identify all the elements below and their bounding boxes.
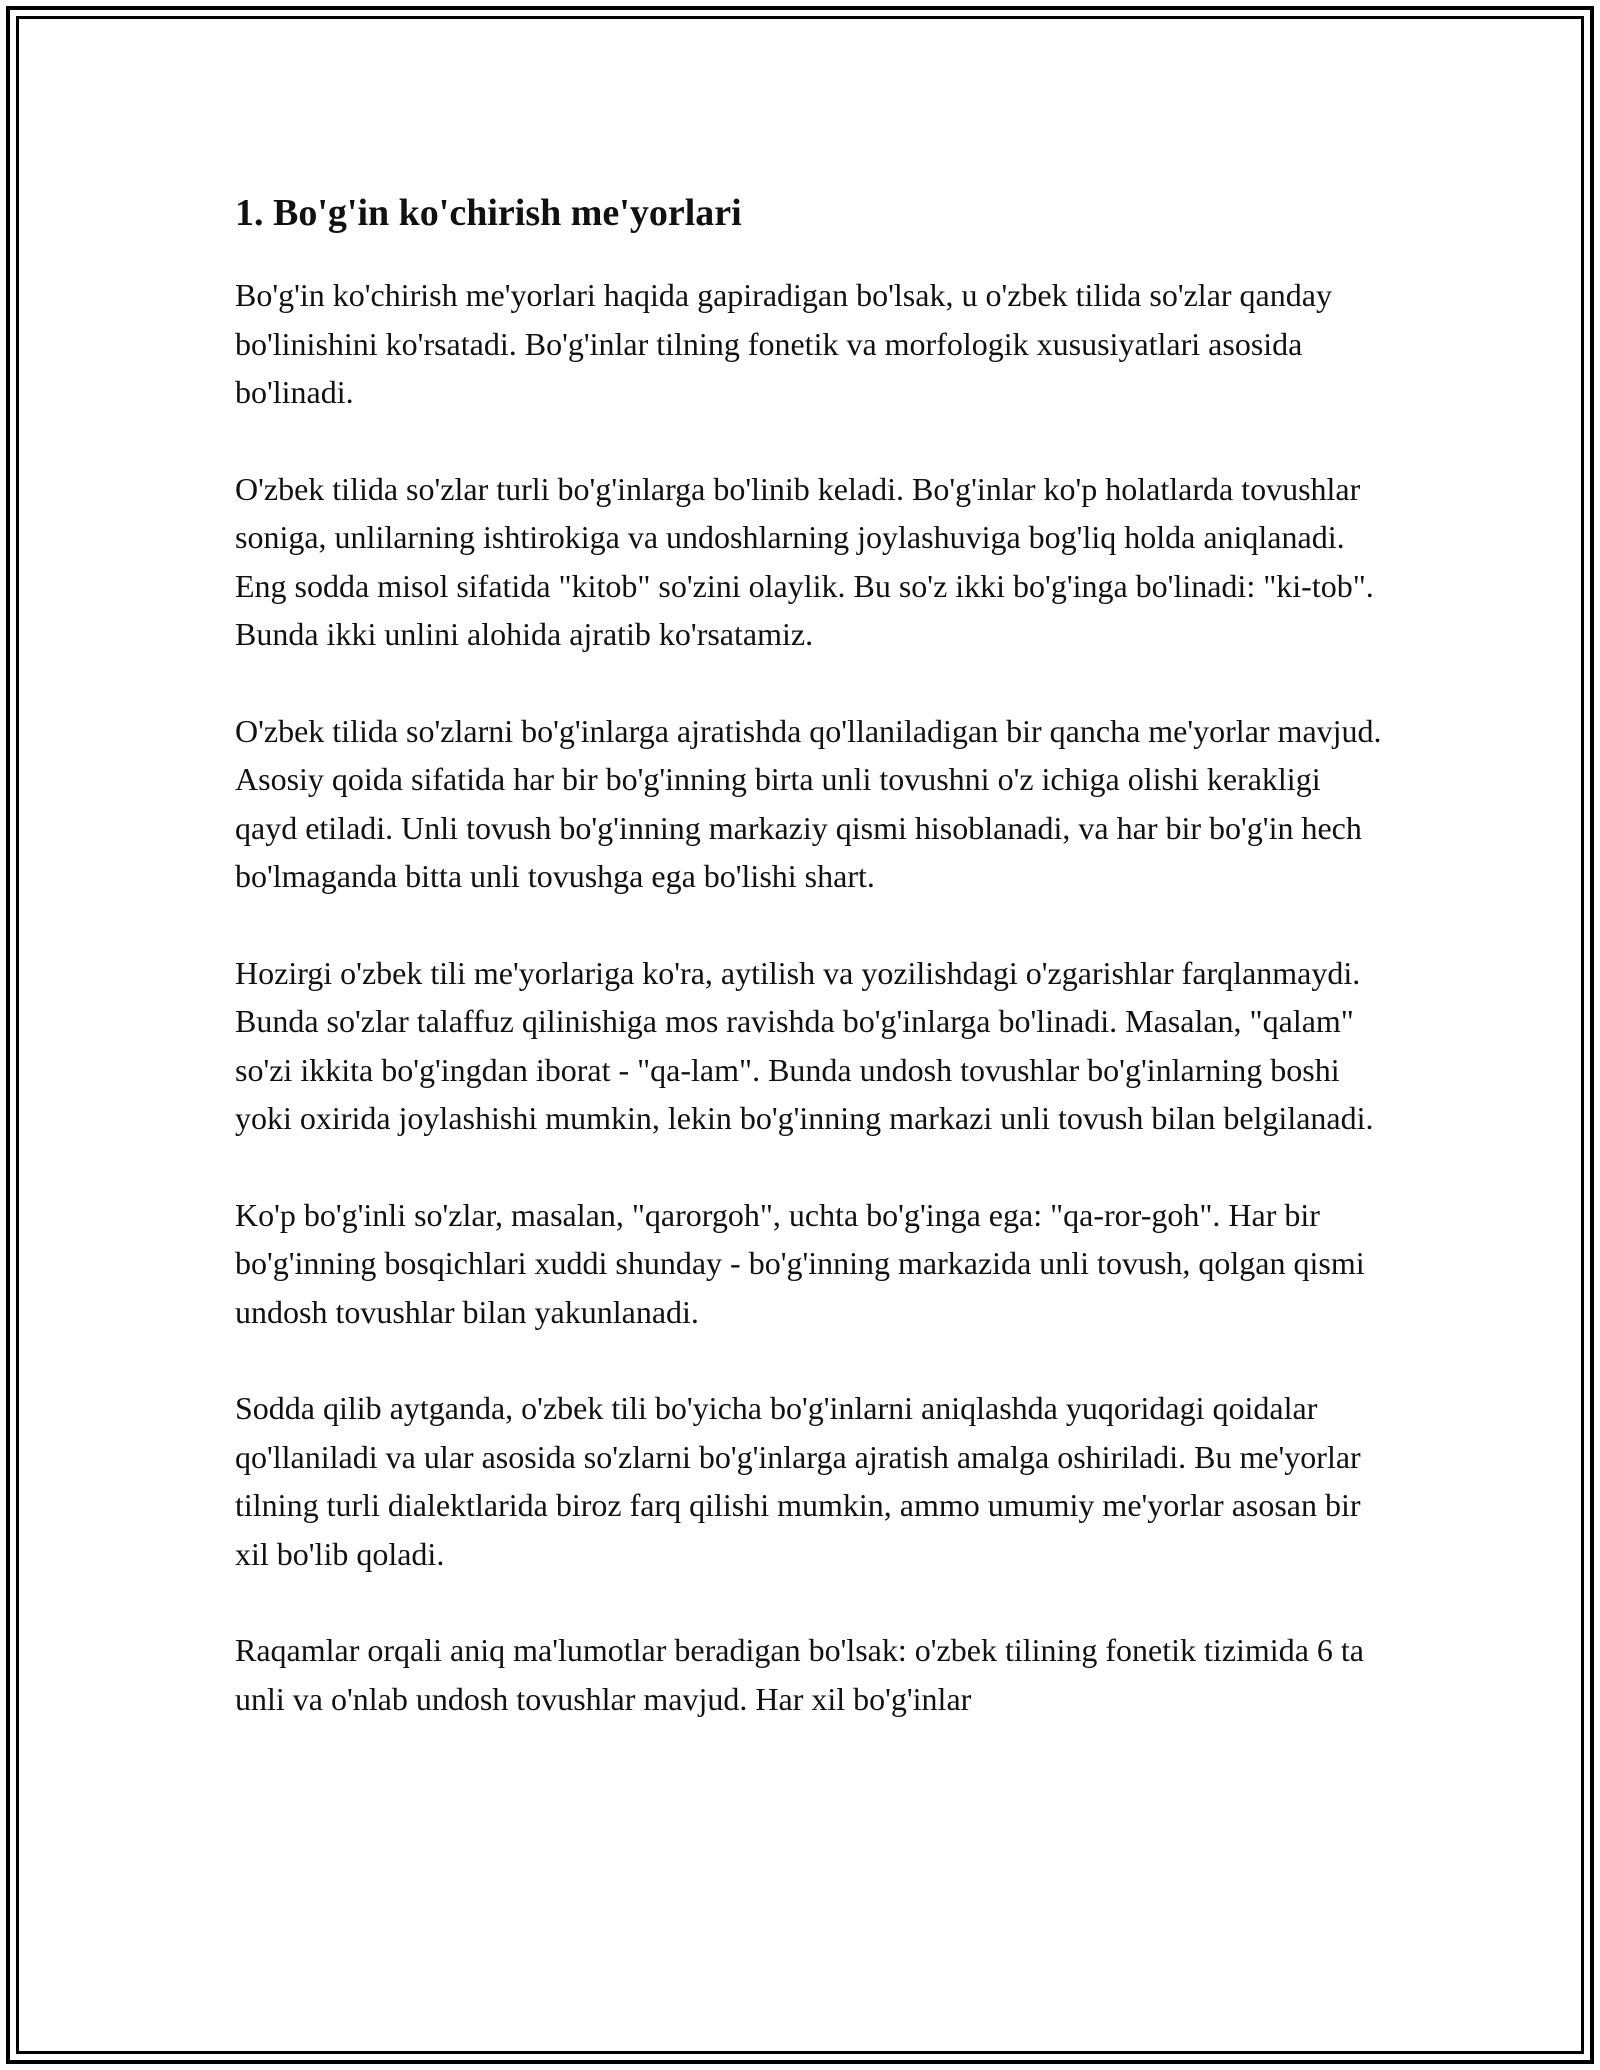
paragraph: Hozirgi o'zbek tili me'yorlariga ko'ra, aytilish va yozilishdagi o'zgarishlar farqlanmaydi. Bunda so'zlar talaffuz qilinishiga mos ravishda bo'g'inlarga bo'linadi. Masalan, "qalam" so'zi ikkita bo'g'ingdan iborat - "qa-lam". Bunda undosh tovushlar bo'g'inlarning boshi yoki oxirida joylashishi mumkin, lekin bo'g'inning markazi unli tovush bilan belgilanadi. xyxy=(235,954,1374,1136)
paragraph: Raqamlar orqali aniq ma'lumotlar beradigan bo'lsak: o'zbek tilining fonetik tizimida 6 ta unli va o'nlab undosh tovushlar mavjud. Har xil bo'g'inlar xyxy=(235,1632,1364,1717)
paragraph: O'zbek tilida so'zlarni bo'g'inlarga ajratishda qo'llaniladigan bir qancha me'yorlar mavjud. Asosiy qoida sifatida har bir bo'g'inning birta unli tovushni o'z ichiga olishi kerakligi qayd etiladi. Unli tovush bo'g'inning markaziy qismi hisoblanadi, va har bir bo'g'in hech bo'lmaganda bitta unli tovushga ega bo'lishi shart. xyxy=(235,712,1382,894)
paragraph: Ko'p bo'g'inli so'zlar, masalan, "qarorgoh", uchta bo'g'inga ega: "qa-ror-goh". Har bir bo'g'inning bosqichlari xuddi shunday - bo'g'inning markazida unli tovush, qolgan qismi undosh tovushlar bilan yakunlanadi. xyxy=(235,1196,1365,1330)
document-body xyxy=(235,185,1385,1771)
paragraph: Sodda qilib aytganda, o'zbek tili bo'yicha bo'g'inlarni aniqlashda yuqoridagi qoidalar qo'llaniladi va ular asosida so'zlarni bo'g'inlarga ajratish amalga oshiriladi. Bu me'yorlar tilning turli dialektlarida biroz farq qilishi mumkin, ammo umumiy me'yorlar asosan bir xil bo'lib qoladi. xyxy=(235,1390,1361,1572)
section-heading: 1. Bo'g'in ko'chirish me'yorlari xyxy=(235,192,742,234)
paragraph: Bo'g'in ko'chirish me'yorlari haqida gapiradigan bo'lsak, u o'zbek tilida so'zlar qanday bo'linishini ko'rsatadi. Bo'g'inlar tilning fonetik va morfologik xususiyatlari asosida bo'linadi. xyxy=(235,277,1332,410)
paragraph: O'zbek tilida so'zlar turli bo'g'inlarga bo'linib keladi. Bo'g'inlar ko'p holatlarda tovushlar soniga, unlilarning ishtirokiga va undoshlarning joylashuviga bog'liq holda aniqlanadi. Eng sodda misol sifatida "kitob" so'zini olaylik. Bu so'z ikki bo'g'inga bo'linadi: "ki-tob". Bunda ikki unlini alohida ajratib ko'rsatamiz. xyxy=(235,470,1374,652)
